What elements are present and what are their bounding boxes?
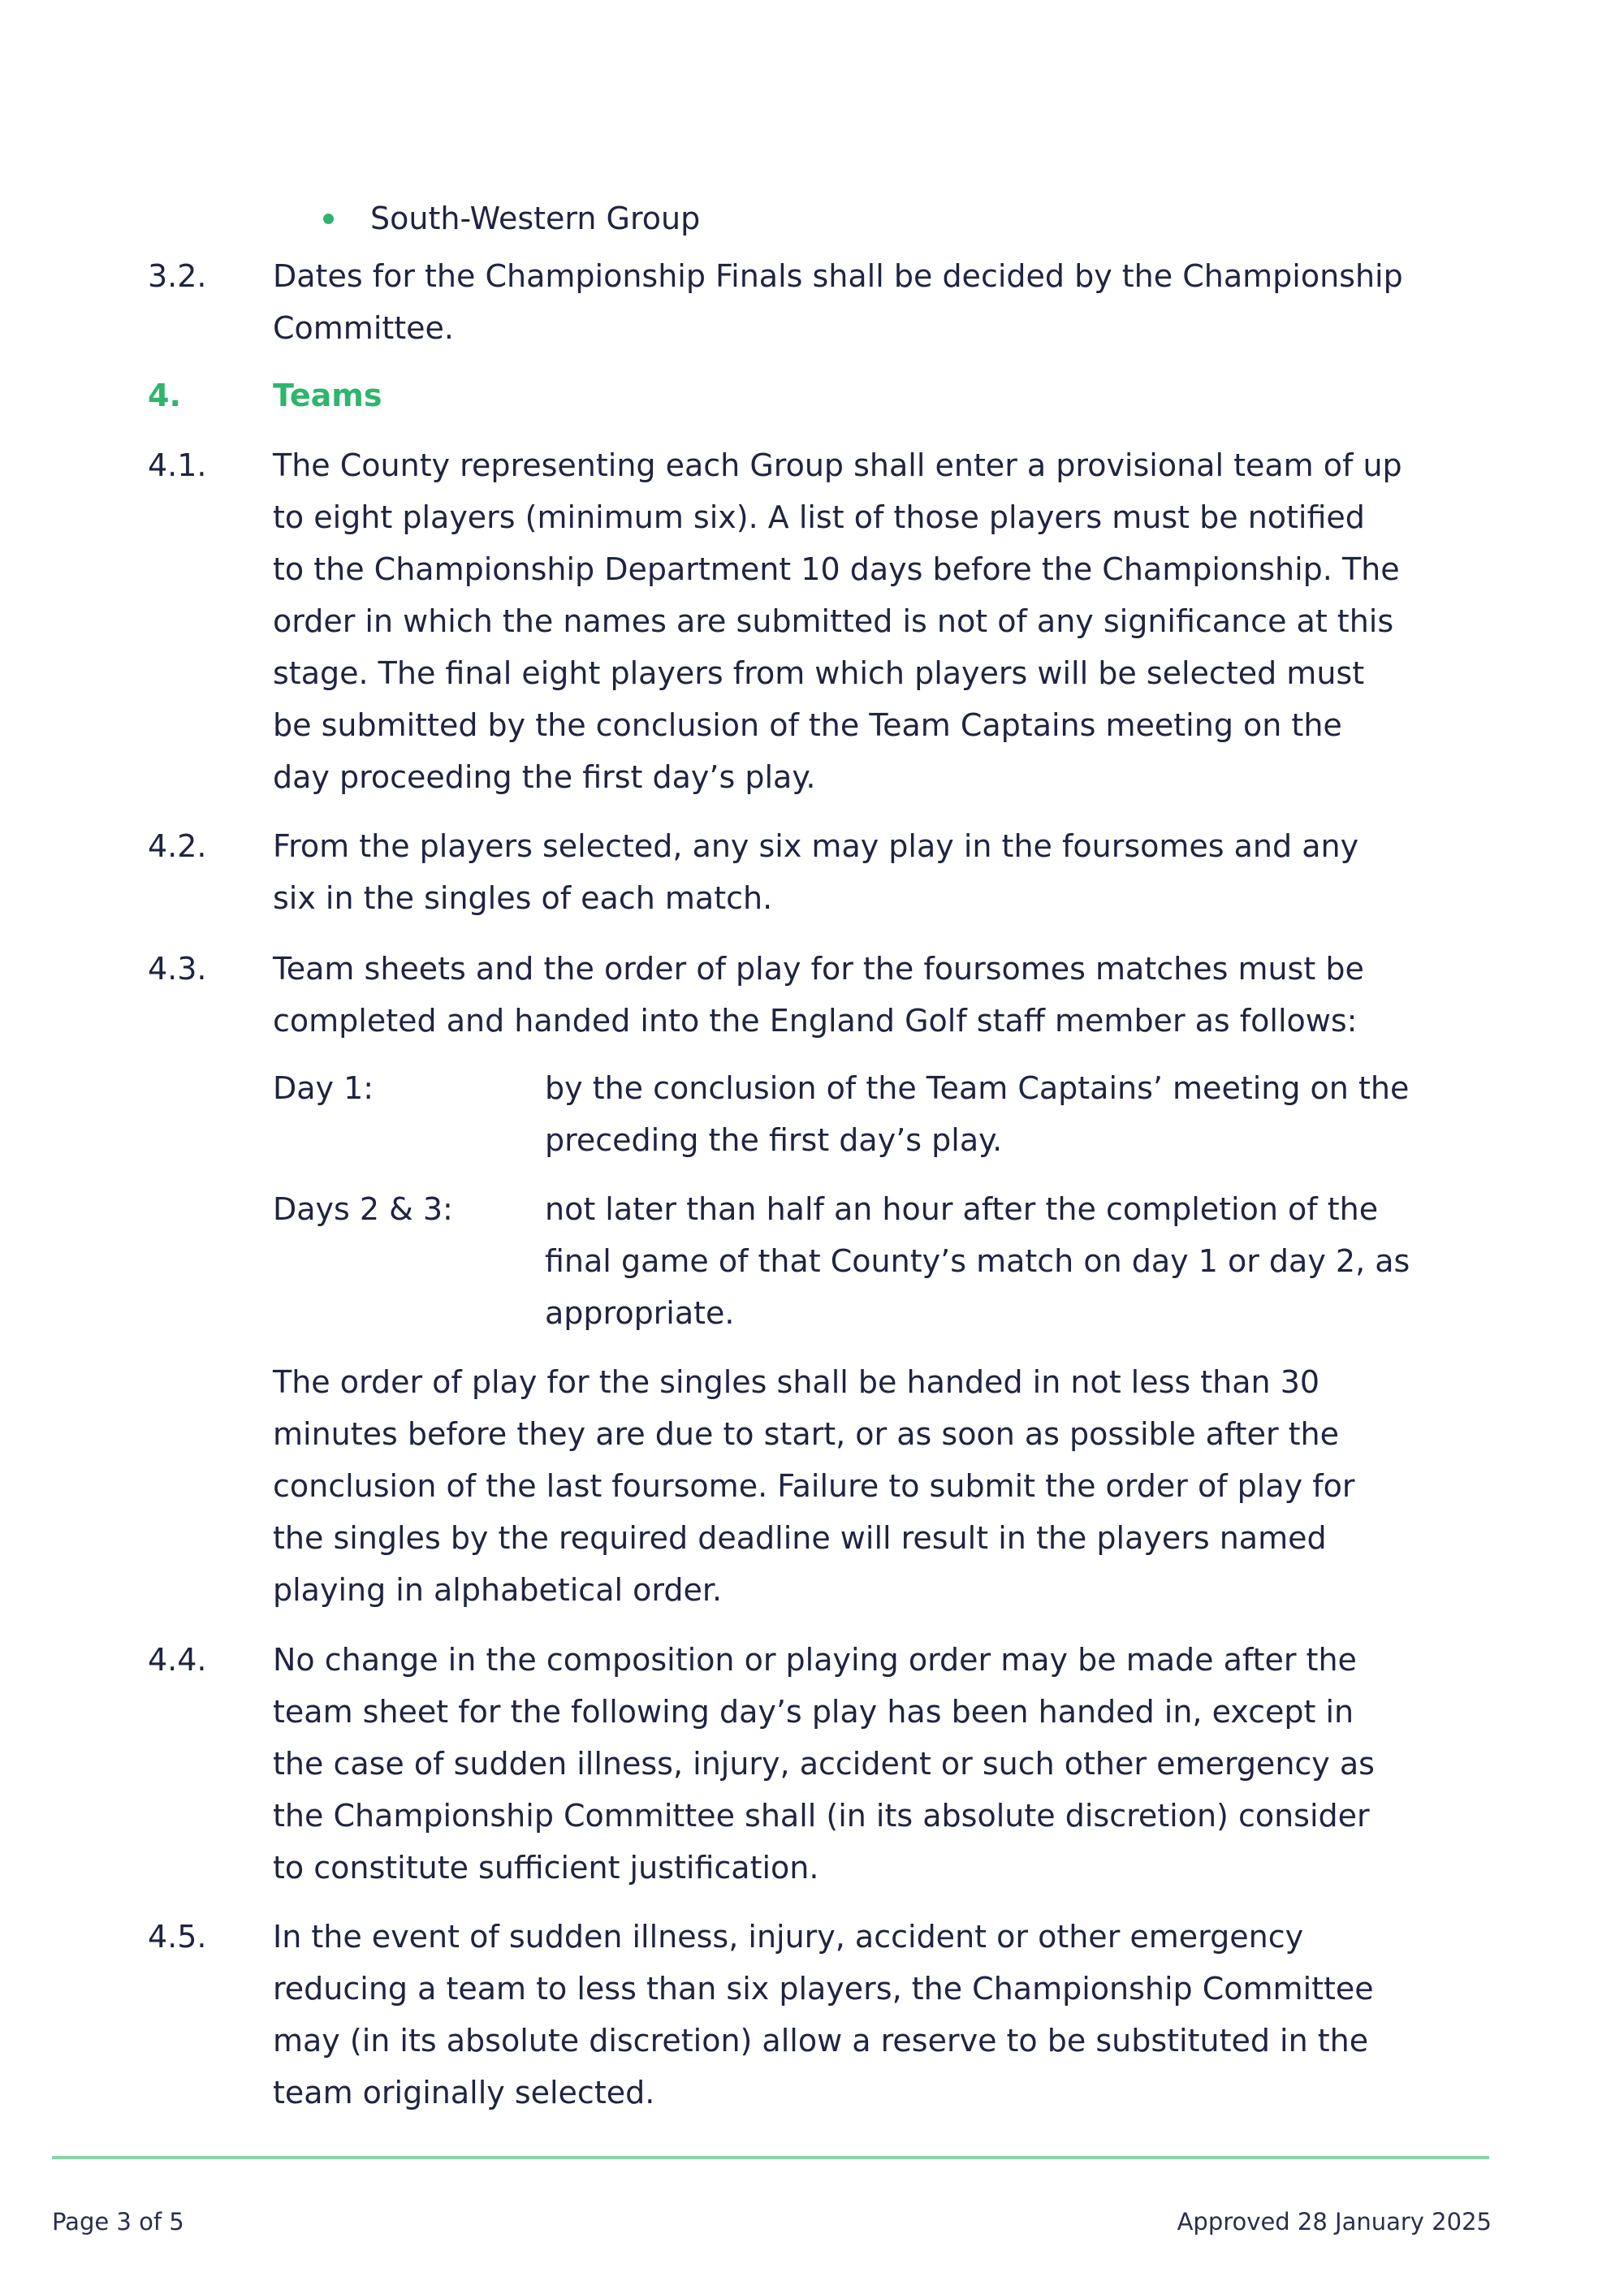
clause-number: 3.2. (148, 258, 207, 294)
text-line: not later than half an hour after the completion of the (545, 1191, 1379, 1227)
text-line: Committee. (273, 310, 455, 346)
text-line: to the Championship Department 10 days before the Championship. The (273, 551, 1400, 587)
clause-number: 4.4. (148, 1642, 207, 1678)
text-line: reducing a team to less than six players, the Championship Committee (273, 1971, 1374, 2007)
text-line: the case of sudden illness, injury, accident or such other emergency as (273, 1746, 1375, 1782)
clause-text (273, 439, 1402, 803)
singles-order-paragraph (273, 1356, 1354, 1616)
text-line: playing in alphabetical order. (273, 1572, 723, 1608)
text-line: final game of that County’s match on day 1 or day 2, as (545, 1243, 1410, 1279)
text-line: be submitted by the conclusion of the Team Captains meeting on the (273, 707, 1342, 743)
text-line: order in which the names are submitted is not of any significance at this (273, 603, 1394, 639)
text-line: minutes before they are due to start, or as soon as possible after the (273, 1416, 1340, 1452)
text-line: six in the singles of each match. (273, 880, 773, 916)
text-line: conclusion of the last foursome. Failure to submit the order of play for (273, 1468, 1355, 1504)
text-line: day proceeding the first day’s play. (273, 759, 816, 795)
section-title: Teams (273, 378, 382, 413)
clause-text (273, 943, 1364, 1047)
clause-number: 4.2. (148, 828, 207, 864)
clause-text (273, 1634, 1375, 1894)
text-line: No change in the composition or playing order may be made after the (273, 1642, 1357, 1678)
text-line: the Championship Committee shall (in its absolute discretion) consider (273, 1798, 1370, 1834)
clause-text (273, 820, 1358, 924)
text-line: may (in its absolute discretion) allow a reserve to be substituted in the (273, 2023, 1369, 2059)
text-line: stage. The final eight players from which players will be selected must (273, 655, 1365, 691)
text-line: to constitute sufficient justification. (273, 1850, 819, 1886)
text-line: In the event of sudden illness, injury, accident or other emergency (273, 1919, 1304, 1955)
text-line: The County representing each Group shall enter a provisional team of up (273, 447, 1402, 483)
text-line: to eight players (minimum six). A list of those players must be notified (273, 499, 1365, 535)
clause-number: 4.3. (148, 951, 207, 987)
bullet-icon (323, 214, 334, 224)
page-number: Page 3 of 5 (52, 2208, 184, 2236)
day23-text (545, 1183, 1410, 1339)
day1-text (545, 1062, 1409, 1166)
approval-date: Approved 28 January 2025 (1177, 2208, 1492, 2236)
clause-text (273, 1911, 1374, 2119)
section-number: 4. (148, 378, 181, 413)
footer-divider (52, 2156, 1489, 2159)
text-line: completed and handed into the England Golf staff member as follows: (273, 1003, 1358, 1039)
text-line: team originally selected. (273, 2075, 655, 2110)
bullet-item: South-Western Group (370, 201, 701, 236)
text-line: by the conclusion of the Team Captains’ meeting on the (545, 1070, 1410, 1106)
clause-text (273, 250, 1403, 354)
clause-number: 4.5. (148, 1919, 207, 1955)
text-line: Dates for the Championship Finals shall be decided by the Championship (273, 258, 1403, 294)
text-line: Team sheets and the order of play for the foursomes matches must be (273, 951, 1364, 987)
day23-label: Days 2 & 3: (273, 1191, 453, 1227)
clause-number: 4.1. (148, 447, 207, 483)
text-line: appropriate. (545, 1295, 735, 1331)
text-line: the singles by the required deadline will result in the players named (273, 1520, 1327, 1556)
day1-label: Day 1: (273, 1070, 374, 1106)
text-line: team sheet for the following day’s play has been handed in, except in (273, 1694, 1354, 1730)
text-line: From the players selected, any six may play in the foursomes and any (273, 828, 1359, 864)
text-line: preceding the first day’s play. (545, 1122, 1003, 1158)
text-line: The order of play for the singles shall be handed in not less than 30 (273, 1364, 1320, 1400)
